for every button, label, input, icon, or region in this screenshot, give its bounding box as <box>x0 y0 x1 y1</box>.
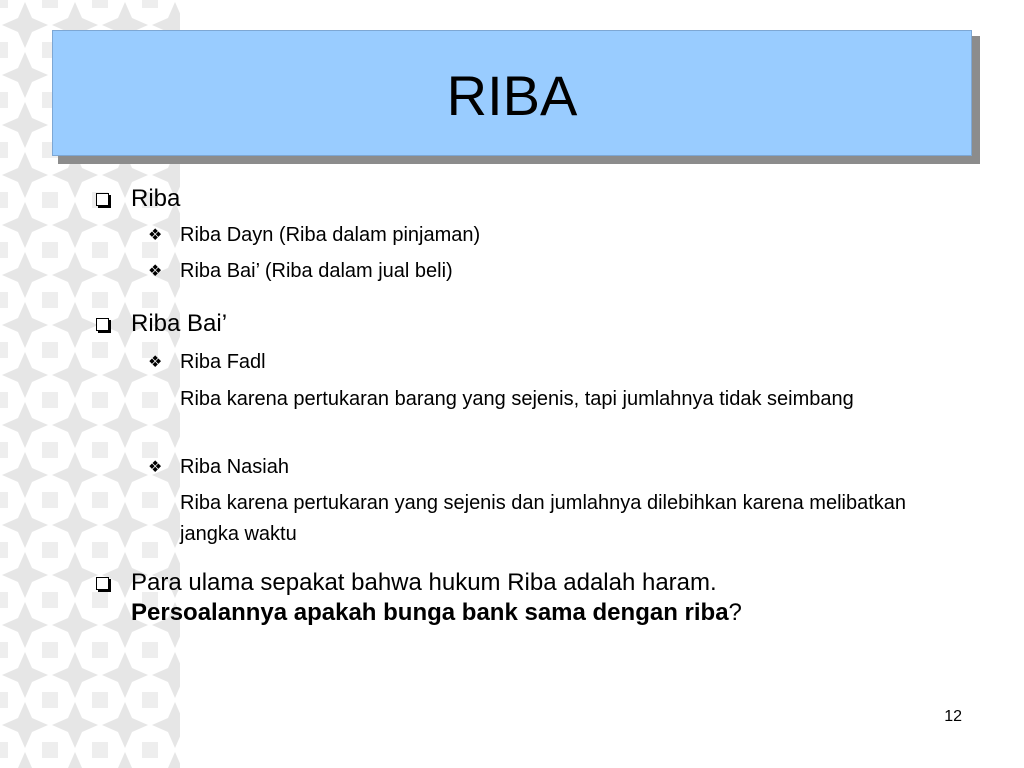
subbullet-text: Riba Dayn (Riba dalam pinjaman) <box>180 224 481 246</box>
slide-title: RIBA <box>446 64 578 127</box>
four-diamond-bullet-icon: ❖ <box>148 352 163 371</box>
bullet-conclusion <box>96 568 916 628</box>
riba-fadl-description: Riba karena pertukaran barang yang sejenis, tapi jumlahnya tidak seimbang <box>180 388 854 410</box>
hollow-square-bullet-icon <box>96 577 109 590</box>
question-mark: ? <box>728 599 742 626</box>
bullet-text: Riba <box>131 185 181 212</box>
subbullet-riba-dayn <box>148 220 928 250</box>
hollow-square-bullet-icon <box>96 318 109 331</box>
subbullet-text: Riba Fadl <box>180 351 266 373</box>
riba-nasiah-description: Riba karena pertukaran yang sejenis dan jumlahnya dilebihkan karena melibatkan jangka waktu <box>180 492 907 545</box>
subbullet-riba-nasiah <box>148 452 928 482</box>
hollow-square-bullet-icon <box>96 193 109 206</box>
four-diamond-bullet-icon: ❖ <box>148 225 163 244</box>
bullet-riba-bai <box>96 309 916 339</box>
bullet-riba <box>96 184 916 214</box>
page-number: 12 <box>944 708 962 725</box>
subbullet-riba-bai <box>148 256 928 286</box>
subbullet-text: Riba Nasiah <box>180 456 289 478</box>
bullet-text: Riba Bai’ <box>131 310 228 337</box>
four-diamond-bullet-icon: ❖ <box>148 261 163 280</box>
subbullet-text: Riba Bai’ (Riba dalam jual beli) <box>180 260 453 282</box>
four-diamond-bullet-icon: ❖ <box>148 457 163 476</box>
conclusion-statement: Para ulama sepakat bahwa hukum Riba adalah haram. <box>131 569 717 596</box>
conclusion-question: Persoalannya apakah bunga bank sama dengan riba <box>131 599 729 626</box>
bullet-text <box>131 568 742 628</box>
subbullet-riba-fadl <box>148 347 928 377</box>
